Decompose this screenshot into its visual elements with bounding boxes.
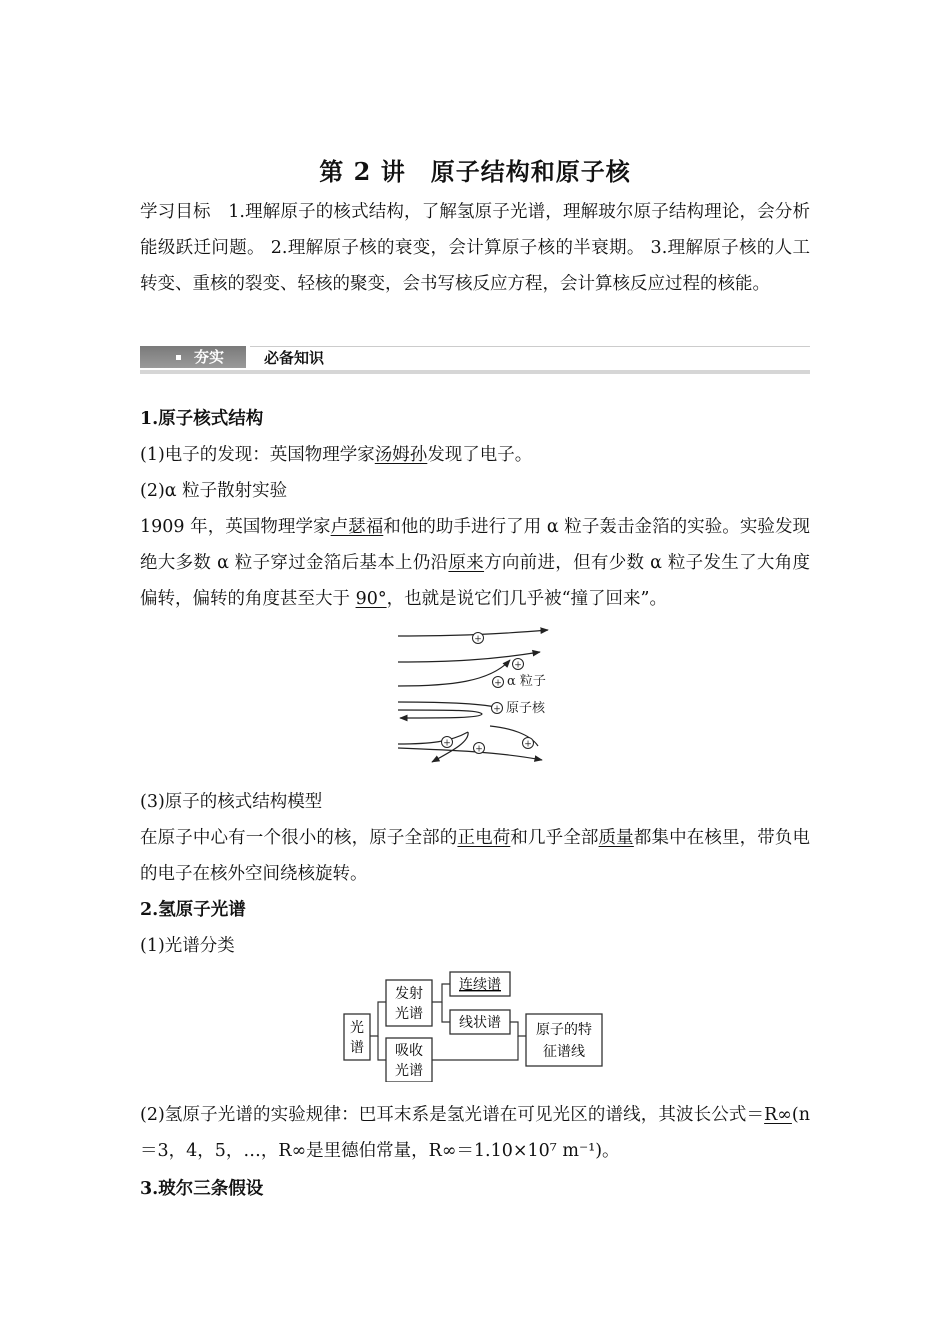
svg-text:+: + xyxy=(524,739,532,750)
section1-p4: (3)原子的核式结构模型 xyxy=(140,792,323,812)
banner-right xyxy=(250,346,810,369)
section1-p2: (2)α 粒子散射实验 xyxy=(140,481,288,501)
connector-absorption-feature xyxy=(432,1036,518,1060)
svg-text:征谱线: 征谱线 xyxy=(543,1044,585,1060)
trajectory-6 xyxy=(398,732,468,744)
trajectory-7 xyxy=(398,748,542,760)
svg-text:+: + xyxy=(475,744,483,755)
svg-text:+: + xyxy=(443,738,451,749)
connector-line-feature xyxy=(510,1022,526,1036)
section3-heading: 3.玻尔三条假设 xyxy=(140,1179,264,1199)
banner-right-label: 必备知识 xyxy=(264,349,325,367)
connector-emission-line xyxy=(442,1002,450,1022)
answer-rydberg: R∞ xyxy=(764,1105,792,1125)
svg-text:连续谱: 连续谱 xyxy=(459,977,501,993)
section2-p2: (2)氢原子光谱的实验规律：巴耳末系是氢光谱在可见光区的谱线，其波长公式＝R∞(n＝3，4，5，…，R∞是里德伯常量，R∞＝1.10×10⁷ m⁻¹)。 xyxy=(140,1105,810,1161)
square-bullet-icon xyxy=(176,355,181,360)
svg-text:线状谱: 线状谱 xyxy=(459,1015,501,1031)
svg-text:吸收: 吸收 xyxy=(395,1043,423,1059)
answer-original: 原来 xyxy=(448,553,485,573)
svg-text:光谱: 光谱 xyxy=(395,1006,423,1022)
label-nucleus: 原子核 xyxy=(506,701,546,716)
trajectory-4 xyxy=(398,702,500,708)
svg-text:光: 光 xyxy=(350,1020,364,1036)
alpha-scattering-figure xyxy=(390,622,570,772)
section-banner xyxy=(140,344,810,374)
trajectory-5 xyxy=(398,710,482,718)
svg-text:光谱: 光谱 xyxy=(395,1063,423,1079)
section1-heading: 1.原子核式结构 xyxy=(140,409,264,429)
banner-left xyxy=(140,346,246,368)
section2-heading: 2.氢原子光谱 xyxy=(140,900,246,920)
connector-root-emission xyxy=(370,1002,386,1036)
label-alpha-particle: α 粒子 xyxy=(507,674,546,689)
learning-goals: 学习目标 1.理解原子的核式结构，了解氢原子光谱，理解玻尔原子结构理论，会分析能级跃迁问题。 2.理解原子核的衰变，会计算原子核的半衰期。 3.理解原子核的人工转变、重核的裂变、轻核的聚变，会书写核反应方程，会计算核反应过程的核能。 xyxy=(140,202,810,294)
answer-90deg: 90° xyxy=(355,589,387,609)
svg-text:原子的特: 原子的特 xyxy=(536,1022,592,1038)
answer-positive-charge: 正电荷 xyxy=(457,828,511,848)
answer-rutherford: 卢瑟福 xyxy=(330,517,384,537)
section1-p3: 1909 年，英国物理学家卢瑟福和他的助手进行了用 α 粒子轰击金箔的实验。实验发现绝大多数 α 粒子穿过金箔后基本上仍沿原来方向前进，但有少数 α 粒子发生了大角度偏转，偏转的角度甚至大于 90°，也就是说它们几乎被“撞了回来”。 xyxy=(140,517,810,609)
banner-underline xyxy=(140,370,810,374)
section1-p5: 在原子中心有一个很小的核，原子全部的正电荷和几乎全部质量都集中在核里，带负电的电子在核外空间绕核旋转。 xyxy=(140,828,811,884)
page-title: 第 2 讲 原子结构和原子核 xyxy=(319,157,631,186)
svg-text:+: + xyxy=(494,678,502,689)
banner-left-label: 夯实 xyxy=(194,348,225,366)
svg-text:谱: 谱 xyxy=(350,1040,364,1056)
section2-p1: (1)光谱分类 xyxy=(140,936,235,956)
svg-text:发射: 发射 xyxy=(395,986,423,1002)
spectrum-classification-diagram xyxy=(340,970,610,1082)
svg-text:+: + xyxy=(514,660,522,671)
connector-root-absorption xyxy=(378,1036,386,1060)
section1-p1: (1)电子的发现：英国物理学家汤姆孙发现了电子。 xyxy=(140,445,533,465)
svg-text:+: + xyxy=(474,634,482,645)
svg-text:+: + xyxy=(493,704,501,715)
connector-emission-continuous xyxy=(432,984,450,1002)
answer-mass: 质量 xyxy=(598,828,634,848)
answer-thomson: 汤姆孙 xyxy=(374,445,428,465)
